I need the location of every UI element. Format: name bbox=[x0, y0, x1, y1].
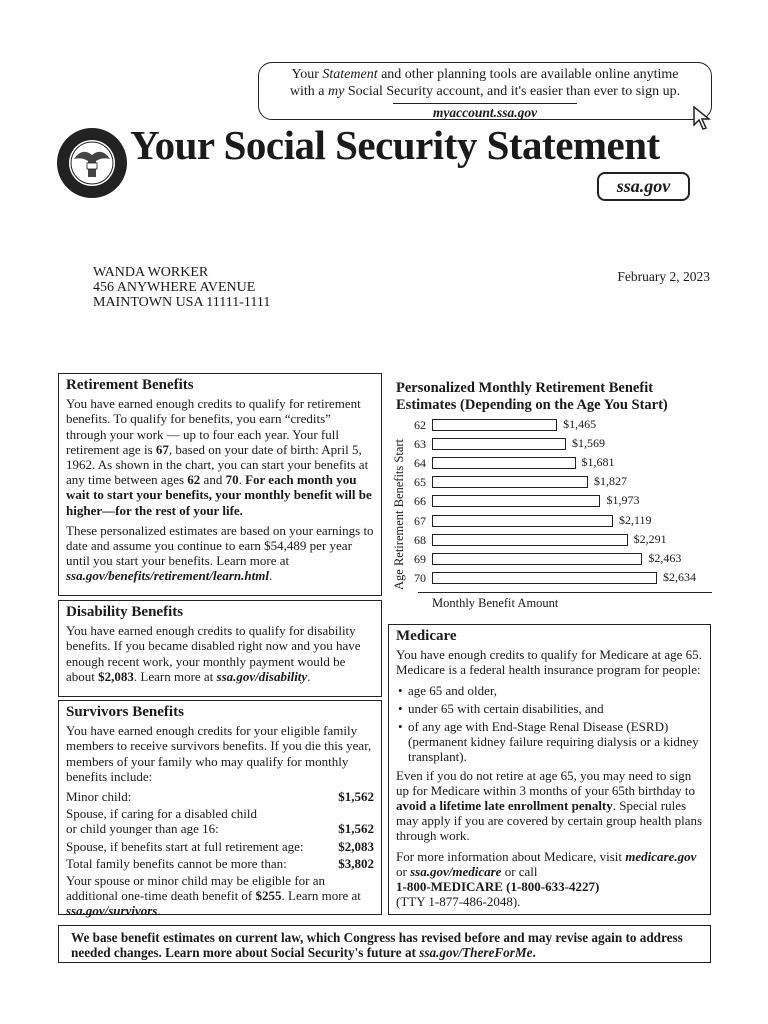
t: . Learn more at bbox=[281, 888, 361, 904]
t: . bbox=[532, 945, 536, 960]
chart-bar bbox=[432, 438, 566, 450]
mailing-address bbox=[93, 265, 270, 310]
section-heading: Survivors Benefits bbox=[66, 704, 184, 720]
survivors-intro: You have earned enough credits for your eligible family members to receive survivors benefits. If you die this year, members of your family who may qualify for monthly benefits include: bbox=[66, 723, 372, 784]
ssa-seal-logo bbox=[56, 127, 128, 199]
benefit-value: $2,083 bbox=[338, 838, 374, 854]
survivor-benefit-row bbox=[66, 839, 374, 854]
chart-x-axis-label: Monthly Benefit Amount bbox=[432, 596, 559, 610]
chart-x-axis bbox=[418, 592, 712, 593]
t: avoid a lifetime late enrollment penalty bbox=[396, 798, 613, 814]
chart-bar bbox=[432, 419, 557, 431]
banner-line-1 bbox=[259, 66, 711, 83]
medicare-intro: You have enough credits to qualify for Medicare at age 65. Medicare is a federal health insurance program for people: bbox=[396, 647, 702, 678]
t: my bbox=[328, 84, 345, 99]
t: 70 bbox=[225, 472, 239, 488]
t: Your bbox=[291, 67, 323, 82]
retirement-benefits-section bbox=[58, 373, 382, 596]
t: Your spouse or minor child may be eligible for an additional one-time death benefit of bbox=[66, 873, 325, 904]
chart-value-label: $2,291 bbox=[633, 531, 667, 546]
ssa-medicare-link[interactable]: ssa.gov/medicare bbox=[410, 863, 502, 879]
t: and bbox=[200, 472, 226, 488]
t: $255 bbox=[255, 888, 282, 904]
t: or call bbox=[501, 863, 538, 879]
benefit-label: Minor child: bbox=[66, 789, 132, 805]
t: . Learn more at bbox=[133, 668, 217, 684]
benefit-value: $1,562 bbox=[338, 821, 374, 837]
disability-amount: $2,083 bbox=[98, 668, 134, 684]
chart-bar bbox=[432, 457, 576, 469]
chart-age-label: 68 bbox=[414, 532, 426, 547]
benefit-label: Total family benefits cannot be more than: bbox=[66, 855, 287, 871]
medicare-penalty-note bbox=[396, 768, 703, 844]
chart-age-label: 64 bbox=[414, 456, 426, 471]
banner-line-2 bbox=[259, 83, 711, 100]
t: with a bbox=[289, 84, 329, 99]
ssa-gov-link[interactable]: ssa.gov bbox=[597, 172, 690, 201]
death-benefit-note bbox=[66, 873, 374, 919]
chart-age-label: 70 bbox=[414, 570, 426, 585]
page-title: Your Social Security Statement bbox=[130, 122, 660, 168]
t: These personalized estimates are based on your earnings to date and assume you continue to earn $54,489 per year until you start your benefits. Learn more at bbox=[66, 522, 374, 569]
medicare-eligibility-list bbox=[396, 683, 703, 765]
chart-age-label: 63 bbox=[414, 437, 426, 452]
chart-value-label: $1,465 bbox=[563, 417, 597, 431]
t: . Special rules may apply if you are covered by certain group health plans through work. bbox=[396, 798, 703, 844]
section-heading: Disability Benefits bbox=[66, 604, 184, 620]
chart-bar bbox=[432, 534, 628, 546]
chart-age-label: 67 bbox=[414, 513, 426, 528]
benefit-value: $1,562 bbox=[338, 789, 374, 805]
section-heading: Retirement Benefits bbox=[66, 377, 194, 393]
t: . bbox=[238, 472, 246, 488]
chart-bar bbox=[432, 476, 588, 488]
t: For each month you wait to start your benefits, your monthly benefit will be higher—for the rest of your life. bbox=[66, 472, 372, 518]
t: 67 bbox=[155, 441, 169, 457]
chart-title: Personalized Monthly Retirement Benefit Estimates (Depending on the Age You Start) bbox=[396, 380, 668, 413]
section-heading: Medicare bbox=[396, 628, 457, 644]
retirement-estimates-note bbox=[66, 523, 374, 584]
statement-date: February 2, 2023 bbox=[617, 269, 710, 284]
cursor-icon bbox=[691, 105, 715, 131]
address-name: WANDA WORKER bbox=[93, 265, 209, 280]
t: You have earned enough credits to qualify for disability benefits. If you became disabled right now and you have enough recent work, your monthly payment would be about bbox=[66, 623, 361, 684]
chart-bar bbox=[432, 515, 613, 527]
retirement-learn-link[interactable]: ssa.gov/benefits/retirement/learn.html bbox=[66, 568, 269, 584]
t: , based on your date of birth: April 5, 1962. As shown in the chart, you can start your benefits at any time between ages bbox=[66, 441, 369, 488]
chart-age-label: 65 bbox=[414, 475, 426, 490]
chart-bar bbox=[432, 553, 642, 565]
disability-link[interactable]: ssa.gov/disability bbox=[216, 668, 308, 684]
address-street: 456 ANYWHERE AVENUE bbox=[93, 280, 256, 295]
medicare-gov-link[interactable]: medicare.gov bbox=[625, 848, 697, 864]
t: You have earned enough credits to qualify for retirement benefits. To qualify for benefits, you earn “credits” through your work — up to four each year. Your full retirement age is bbox=[66, 396, 361, 457]
chart-y-axis-label: Age Retirement Benefits Start bbox=[392, 438, 406, 590]
t: 62 bbox=[187, 472, 201, 488]
chart-value-label: $2,463 bbox=[648, 550, 682, 565]
address-city: MAINTOWN USA 11111-1111 bbox=[93, 295, 271, 310]
medicare-section bbox=[388, 624, 711, 915]
disability-benefits-section bbox=[58, 600, 382, 697]
chart-age-label: 69 bbox=[414, 551, 426, 566]
t: and other planning tools are available online anytime bbox=[377, 67, 679, 82]
survivor-benefit-row bbox=[66, 856, 374, 871]
chart-bar bbox=[432, 495, 600, 507]
t: Statement bbox=[322, 67, 378, 82]
t: . bbox=[268, 568, 273, 584]
survivor-benefit-row bbox=[66, 806, 374, 836]
myaccount-link[interactable]: myaccount.ssa.gov bbox=[393, 103, 577, 121]
survivor-benefit-row bbox=[66, 789, 374, 804]
chart-value-label: $2,119 bbox=[618, 512, 652, 527]
chart-value-label: $2,634 bbox=[662, 569, 696, 584]
chart-value-label: $1,973 bbox=[606, 493, 640, 508]
chart-age-label: 62 bbox=[414, 418, 426, 432]
retirement-paragraph bbox=[66, 396, 374, 518]
t: . bbox=[307, 668, 311, 684]
t: We base benefit estimates on current law, which Congress has revised before and may revise again to address needed changes. Learn more about Social Security's future at bbox=[71, 930, 683, 960]
disability-paragraph bbox=[66, 623, 374, 684]
list-item: • of any age with End-Stage Renal Disease (ESRD) (permanent kidney failure requiring dialysis or a kidney transplant). bbox=[396, 719, 703, 765]
benefit-label: Spouse, if caring for a disabled child or child younger than age 16: bbox=[66, 806, 257, 837]
footer-notice bbox=[58, 925, 711, 963]
t: . bbox=[157, 903, 161, 919]
chart-value-label: $1,681 bbox=[581, 455, 615, 470]
chart-value-label: $1,827 bbox=[594, 474, 628, 489]
t: Even if you do not retire at age 65, you may need to sign up for Medicare within 3 months of your 65th birthday to bbox=[396, 767, 695, 798]
medicare-contact bbox=[396, 849, 703, 910]
t: Social Security account, and it's easier than ever to sign up. bbox=[344, 84, 681, 99]
survivors-link[interactable]: ssa.gov/survivors bbox=[66, 903, 158, 919]
online-account-banner bbox=[258, 62, 712, 120]
survivors-benefits-section bbox=[58, 700, 382, 919]
benefit-value: $3,802 bbox=[338, 855, 374, 871]
there-for-me-link[interactable]: ssa.gov/ThereForMe bbox=[419, 945, 533, 960]
list-item: • age 65 and older, bbox=[396, 683, 703, 698]
tty-number: (TTY 1-877-486-2048). bbox=[396, 894, 521, 910]
list-item: • under 65 with certain disabilities, and bbox=[396, 701, 703, 716]
benefit-label: Spouse, if benefits start at full retirement age: bbox=[66, 838, 304, 854]
chart-age-label: 66 bbox=[414, 494, 426, 509]
chart-value-label: $1,569 bbox=[571, 436, 605, 451]
chart-bar bbox=[432, 572, 657, 584]
t: or bbox=[396, 863, 411, 879]
t: For more information about Medicare, visit bbox=[396, 848, 626, 864]
medicare-phone: 1-800-MEDICARE (1-800-633-4227) bbox=[396, 879, 600, 895]
